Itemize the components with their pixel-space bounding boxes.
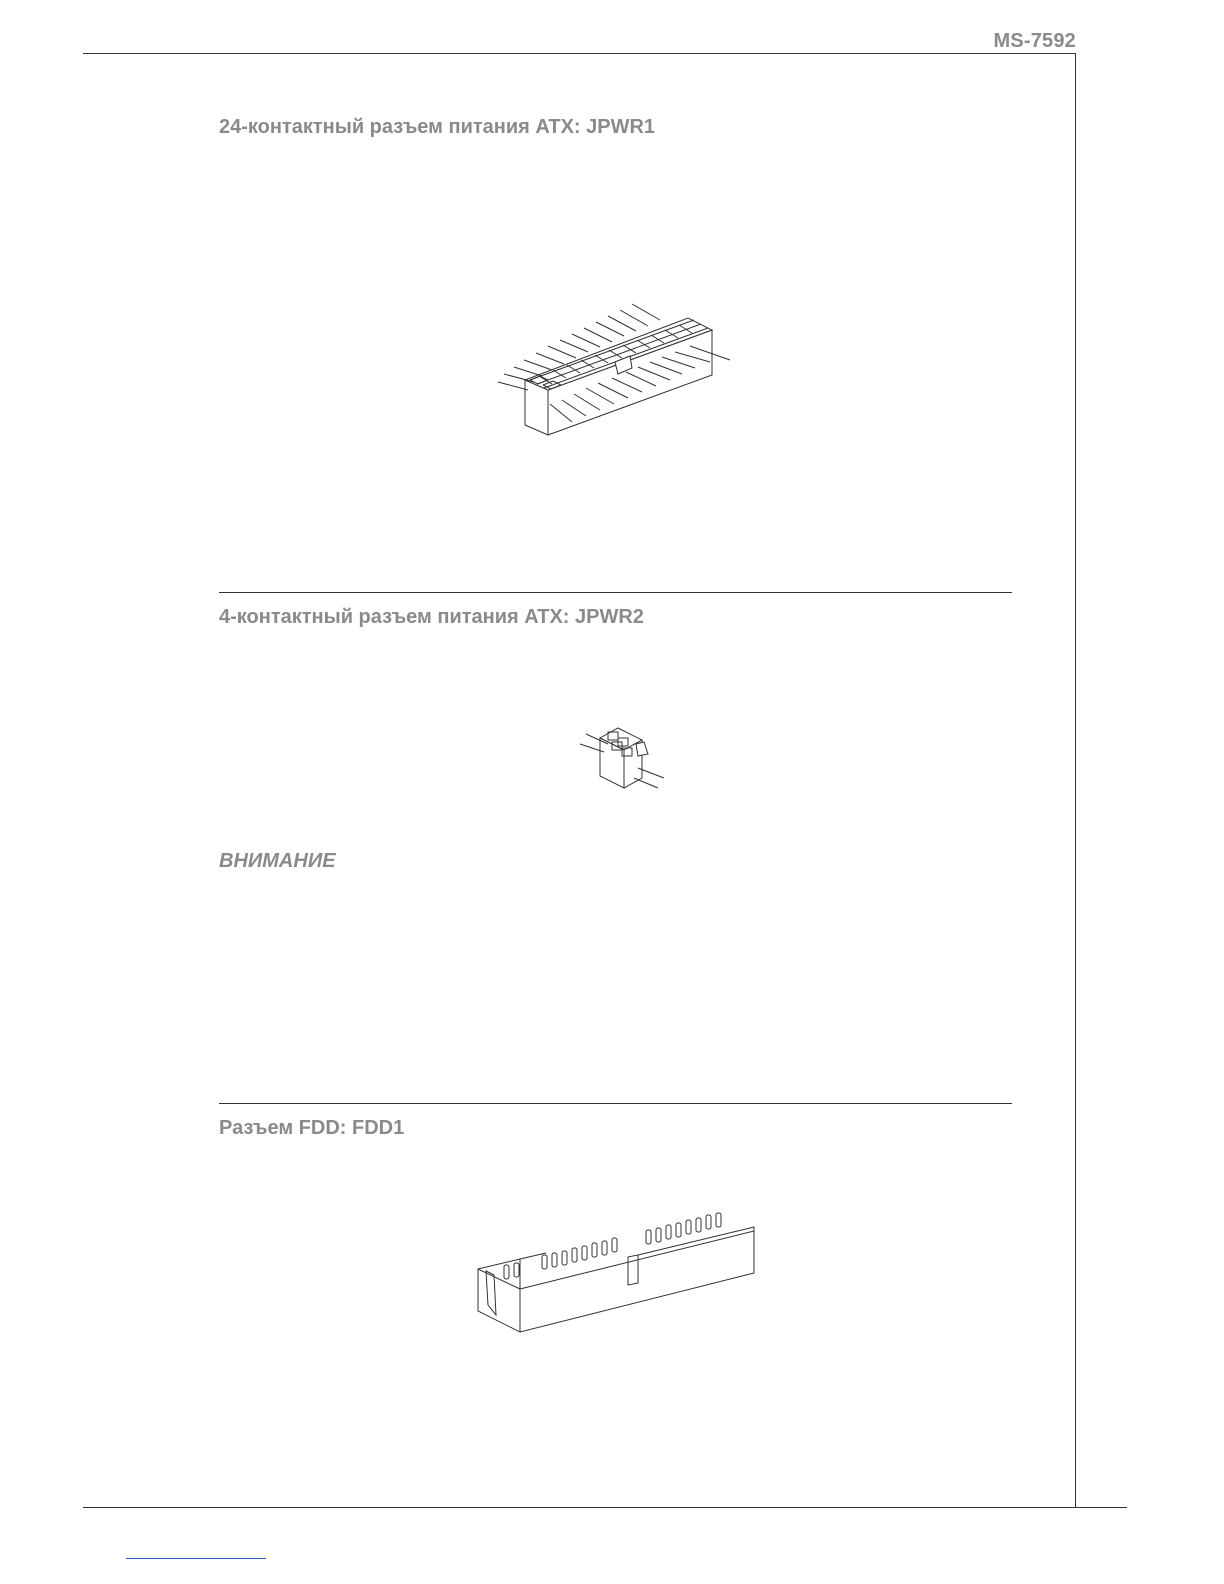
section-heading-jpwr1: 24-контактный разъем питания ATX: JPWR1 [219, 116, 656, 138]
model-number: MS-7592 [993, 30, 1076, 52]
notice-heading: ВНИМАНИЕ [219, 850, 336, 872]
section-divider-2 [219, 1103, 1012, 1104]
fdd1-connector-drawing [470, 1205, 765, 1340]
section-divider-1 [219, 592, 1012, 593]
jpwr2-connector-drawing [578, 722, 668, 792]
margin-rule [1075, 53, 1076, 1508]
section-heading-jpwr2: 4-контактный разъем питания ATX: JPWR2 [219, 606, 644, 628]
footer-rule [83, 1507, 1127, 1508]
header-rule [83, 53, 1076, 54]
jpwr1-connector-drawing [490, 290, 740, 440]
footer-link-underline [126, 1558, 266, 1559]
section-heading-fdd1: Разъем FDD: FDD1 [219, 1117, 405, 1139]
